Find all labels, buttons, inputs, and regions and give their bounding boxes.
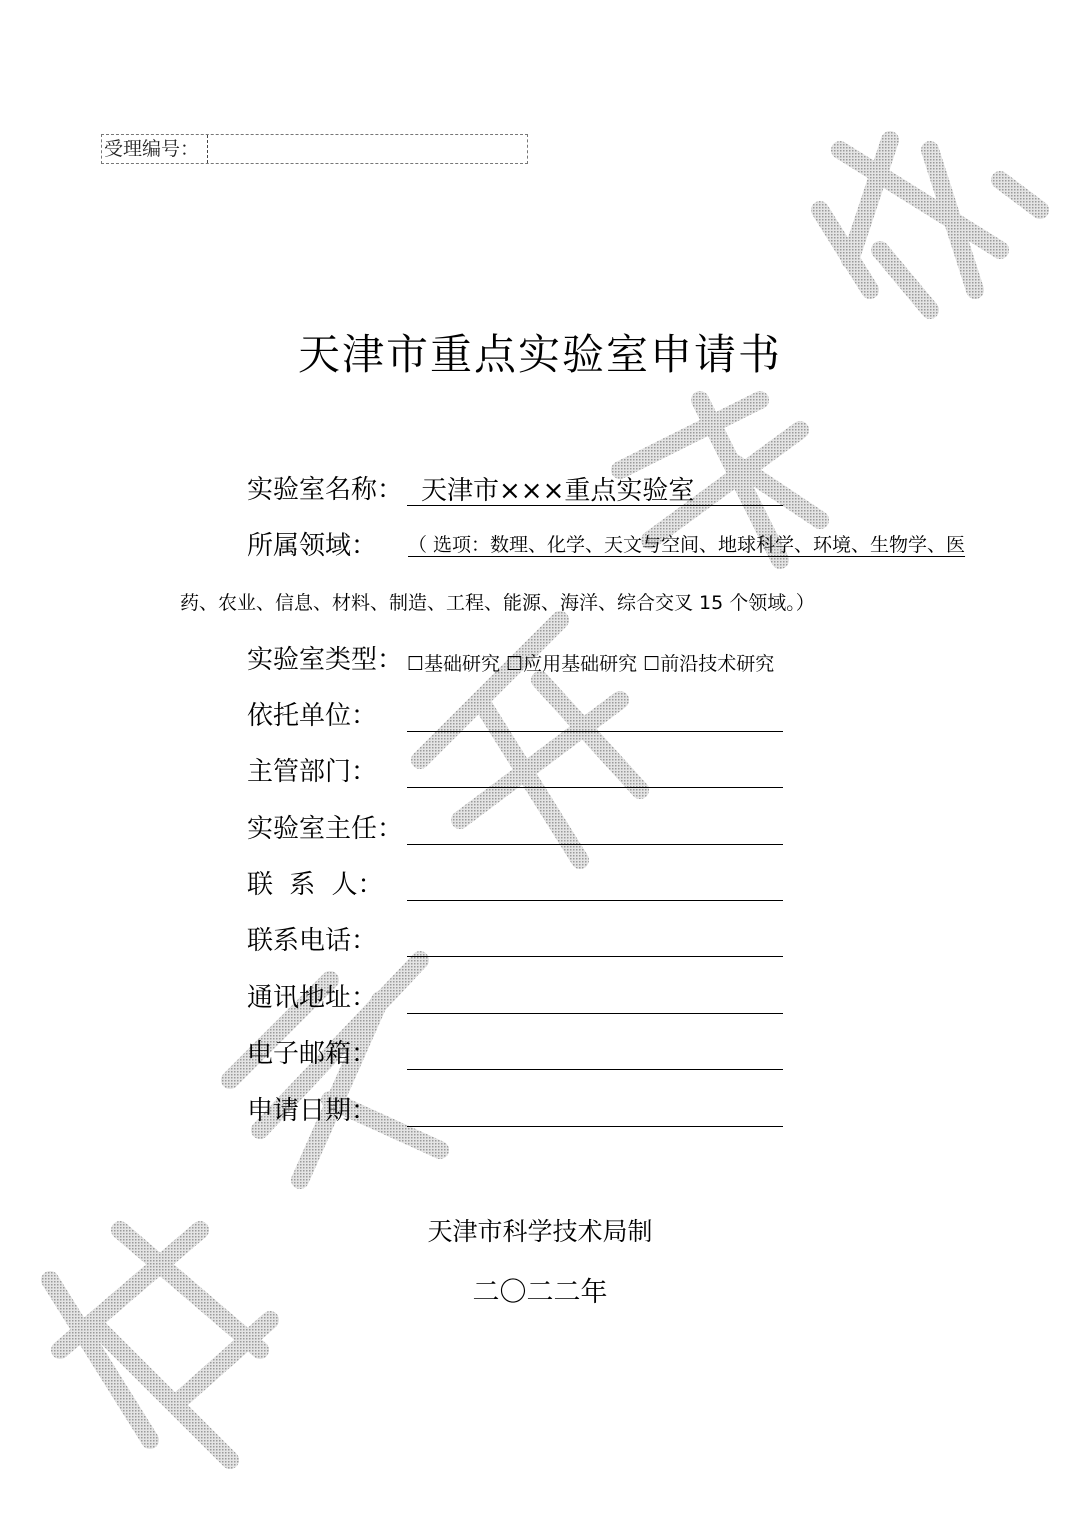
address-label: 通讯地址： xyxy=(247,983,378,1013)
field-authority xyxy=(247,748,783,788)
domain-options-line2: 药、农业、信息、材料、制造、工程、能源、海洋、综合交叉 15 个领域。） xyxy=(180,592,815,614)
domain-options-text: （ 选项：数理、化学、天文与空间、地球科学、环境、生物学、医 xyxy=(408,534,966,556)
director-input[interactable] xyxy=(407,815,783,845)
acceptance-number-label: 受理编号： xyxy=(102,135,208,163)
lab-name-input[interactable]: 天津市×××重点实验室 xyxy=(407,476,783,506)
page-title: 天津市重点实验室申请书 xyxy=(297,330,782,379)
field-address xyxy=(247,974,783,1014)
field-date xyxy=(247,1087,783,1127)
domain-options-line1 xyxy=(408,530,965,557)
email-input[interactable] xyxy=(407,1040,783,1070)
field-support-unit xyxy=(247,692,783,732)
checkbox-basic[interactable]: ☐ xyxy=(407,653,425,675)
contact-input[interactable] xyxy=(407,871,783,901)
acceptance-number-field[interactable] xyxy=(208,135,527,163)
field-lab-name xyxy=(247,466,783,506)
issuer: 天津市科学技术局制 xyxy=(427,1217,653,1246)
field-lab-type xyxy=(247,636,774,676)
authority-label: 主管部门： xyxy=(247,757,378,787)
acceptance-number-box xyxy=(101,134,528,164)
date-label: 申请日期： xyxy=(247,1096,378,1126)
contact-label: 联 系 人： xyxy=(247,870,384,900)
email-label: 电子邮箱： xyxy=(247,1039,378,1069)
checkbox-frontier[interactable]: ☐ xyxy=(643,653,661,675)
field-email xyxy=(247,1030,783,1070)
field-phone xyxy=(247,917,783,957)
field-domain xyxy=(247,522,407,562)
year: 二〇二二年 xyxy=(472,1277,608,1308)
lab-type-label: 实验室类型： xyxy=(247,645,404,675)
director-label: 实验室主任： xyxy=(247,814,404,844)
support-unit-label: 依托单位： xyxy=(247,701,378,731)
authority-input[interactable] xyxy=(407,758,783,788)
support-unit-input[interactable] xyxy=(407,702,783,732)
watermark-char-1 xyxy=(50,1230,270,1460)
phone-label: 联系电话： xyxy=(247,926,378,956)
date-input[interactable] xyxy=(407,1097,783,1127)
lab-type-options xyxy=(407,649,774,676)
domain-label: 所属领域： xyxy=(247,531,378,561)
watermark-char-5 xyxy=(820,140,1040,310)
address-input[interactable] xyxy=(407,984,783,1014)
option-applied: 应用基础研究 xyxy=(523,653,638,675)
phone-input[interactable] xyxy=(407,927,783,957)
field-director xyxy=(247,805,783,845)
field-contact xyxy=(247,861,783,901)
lab-name-label: 实验室名称： xyxy=(247,475,404,505)
checkbox-applied[interactable]: ☐ xyxy=(506,653,524,675)
option-frontier: 前沿技术研究 xyxy=(660,653,775,675)
option-basic: 基础研究 xyxy=(424,653,501,675)
